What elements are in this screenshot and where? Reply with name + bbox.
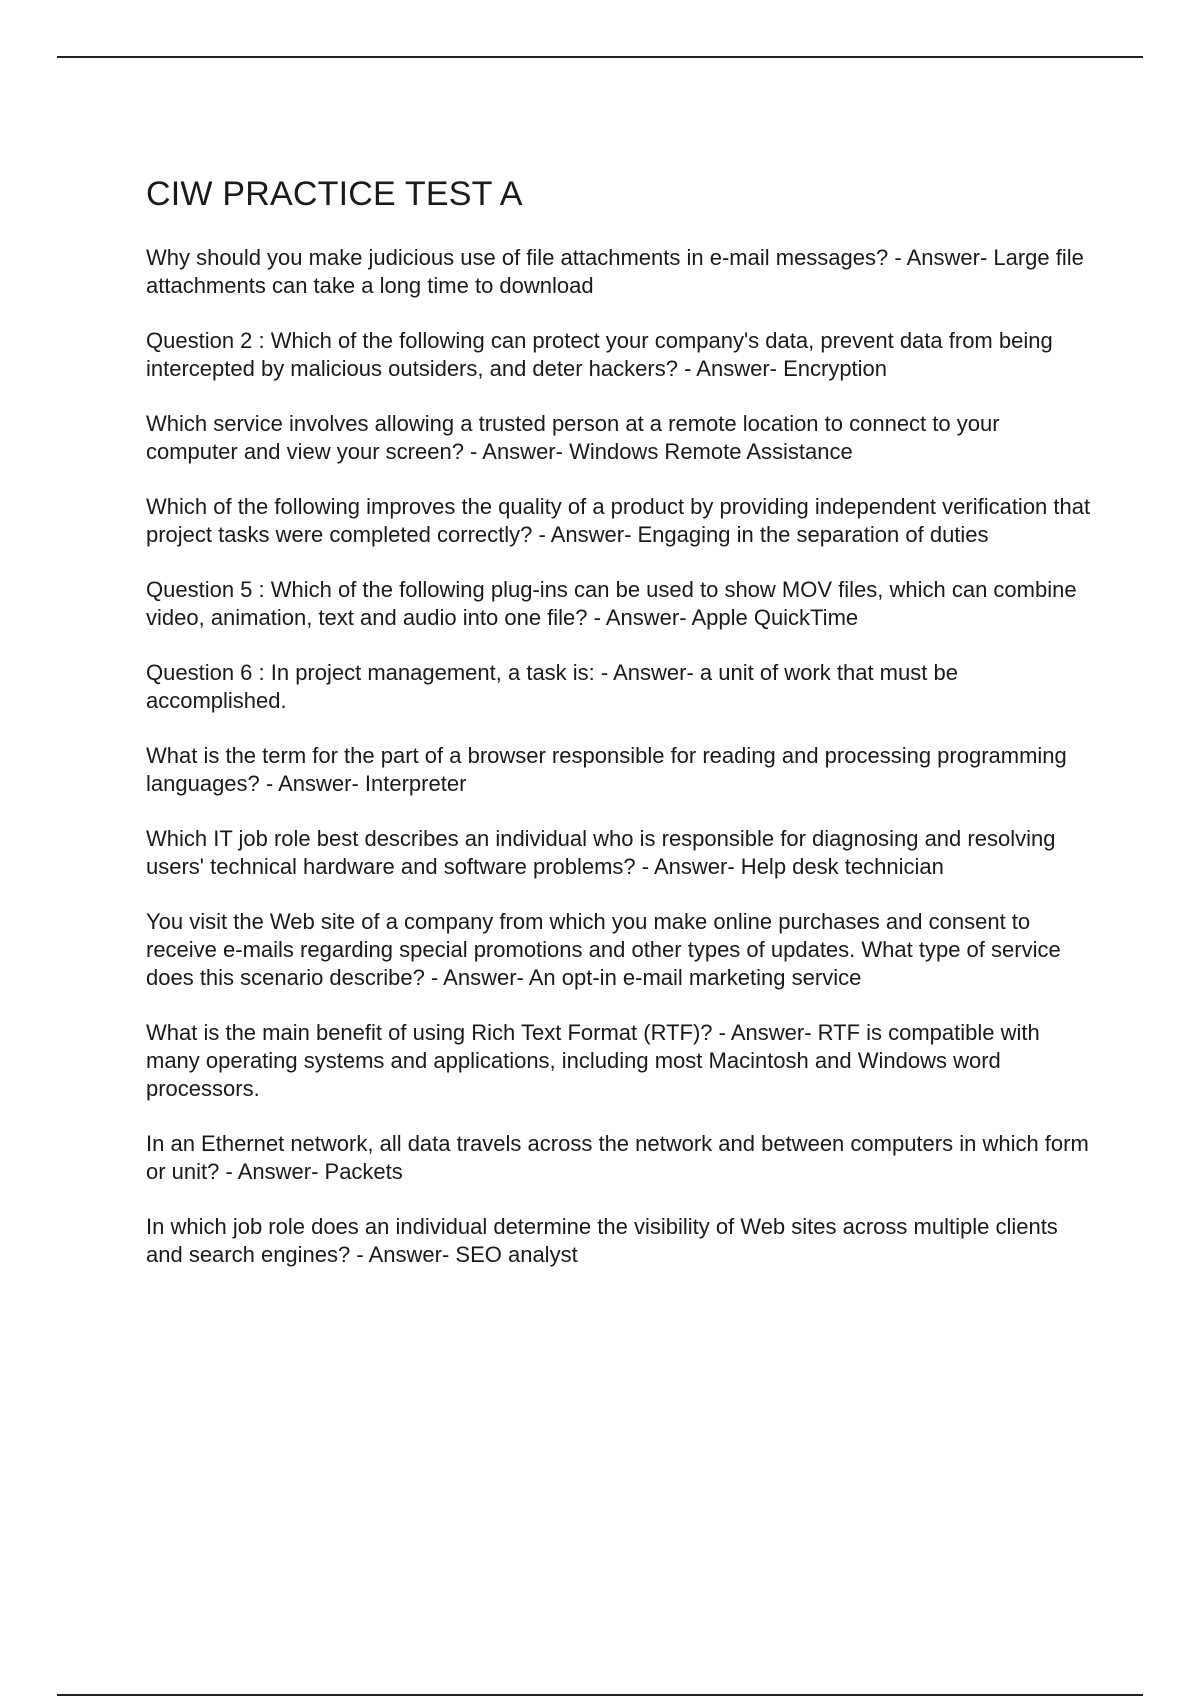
qa-item: Why should you make judicious use of file attachments in e-mail messages? - Answer- Large file attachments can take a long time to download	[146, 245, 1084, 298]
qa-item: Question 6 : In project management, a task is: - Answer- a unit of work that must be accomplished.	[146, 660, 958, 713]
page-title: CIW PRACTICE TEST A	[146, 175, 523, 213]
qa-item: Which service involves allowing a trusted person at a remote location to connect to your computer and view your screen? - Answer- Windows Remote Assistance	[146, 411, 1000, 464]
qa-list	[146, 244, 1096, 1269]
qa-item: Question 5 : Which of the following plug-ins can be used to show MOV files, which can combine video, animation, text and audio into one file? - Answer- Apple QuickTime	[146, 577, 1077, 630]
top-rule	[57, 56, 1143, 58]
document-body	[146, 172, 1096, 1296]
bottom-rule	[57, 1694, 1143, 1696]
qa-item: In which job role does an individual determine the visibility of Web sites across multiple clients and search engines? - Answer- SEO analyst	[146, 1214, 1058, 1267]
qa-item: You visit the Web site of a company from which you make online purchases and consent to receive e-mails regarding special promotions and other types of updates. What type of service does this scenario describe? - Answer- An opt-in e-mail marketing service	[146, 909, 1061, 990]
qa-item: In an Ethernet network, all data travels across the network and between computers in which form or unit? - Answer- Packets	[146, 1131, 1089, 1184]
qa-item: What is the term for the part of a browser responsible for reading and processing programming languages? - Answer- Interpreter	[146, 743, 1067, 796]
qa-item: Which of the following improves the quality of a product by providing independent verification that project tasks were completed correctly? - Answer- Engaging in the separation of duties	[146, 494, 1091, 547]
qa-item: What is the main benefit of using Rich Text Format (RTF)? - Answer- RTF is compatible with many operating systems and applications, including most Macintosh and Windows word processors.	[146, 1020, 1040, 1101]
qa-item: Which IT job role best describes an individual who is responsible for diagnosing and resolving users' technical hardware and software problems? - Answer- Help desk technician	[146, 826, 1056, 879]
qa-item: Question 2 : Which of the following can protect your company's data, prevent data from being intercepted by malicious outsiders, and deter hackers? - Answer- Encryption	[146, 328, 1053, 381]
